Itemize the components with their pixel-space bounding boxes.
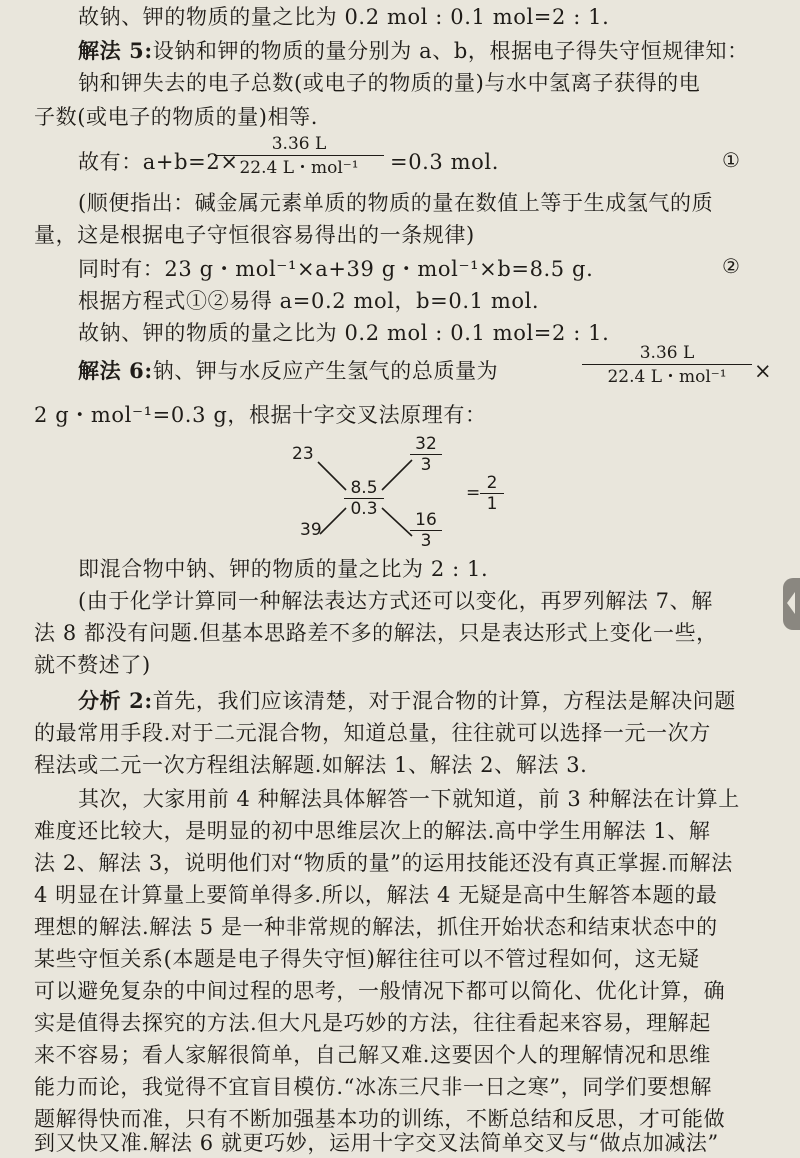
analysis-2-line xyxy=(78,686,736,716)
fraction-numerator: 16 xyxy=(415,510,437,530)
equation-tag-1: ① xyxy=(722,148,740,172)
fraction-denominator: 3 xyxy=(410,530,442,551)
text-line: 即混合物中钠、钾的物质的量之比为 2 : 1. xyxy=(78,557,489,581)
text-line: 其次，大家用前 4 种解法具体解答一下就知道，前 3 种解法在计算上 xyxy=(78,787,740,811)
text-line: 故钠、钾的物质的量之比为 0.2 mol : 0.1 mol=2 : 1. xyxy=(78,5,610,29)
text-line: 某些守恒关系(本题是电子得失守恒)解往往可以不管过程如何，这无疑 xyxy=(34,947,700,971)
text-line: (顺便指出：碱金属元素单质的物质的量在数值上等于生成氢气的质 xyxy=(78,191,714,215)
page-edge-tab-icon xyxy=(783,578,800,630)
cross-bottom-left-value: 39 xyxy=(300,520,322,540)
fraction-numerator: 3.36 L xyxy=(639,343,695,363)
text-line: 难度还比较大，是明显的初中思维层次上的解法.高中学生用解法 1、解 xyxy=(34,819,711,843)
text-line: 到又快又准.解法 6 就更巧妙，运用十字交叉法简单交叉与“做点加减法” xyxy=(34,1131,719,1155)
fraction-numerator: 32 xyxy=(415,434,437,454)
times-sign: × xyxy=(754,359,773,383)
cross-line-lower-right xyxy=(382,508,412,536)
text-line: 钠和钾失去的电子总数(或电子的物质的量)与水中氢离子获得的电 xyxy=(78,71,701,95)
cross-top-left-value: 23 xyxy=(292,444,314,464)
solution-5-heading: 解法 5: xyxy=(78,38,153,63)
text-span: 钠、钾与水反应产生氢气的总质量为 xyxy=(152,359,499,383)
text-line: 程法或二元一次方程组法解题.如解法 1、解法 2、解法 3. xyxy=(34,753,588,777)
fraction-denominator: 3 xyxy=(410,454,442,475)
equation-1-prefix: 故有：a+b=2× xyxy=(78,150,239,174)
cross-line-upper-right xyxy=(382,460,412,490)
text-line: 量，这是根据电子守恒很容易得出的一条规律) xyxy=(34,223,475,247)
text-line: 可以避免复杂的中间过程的思考，一般情况下都可以简化、优化计算，确 xyxy=(34,979,726,1003)
text-line: 的最常用手段.对于二元混合物，知道总量，往往就可以选择一元一次方 xyxy=(34,721,711,745)
text-line: 2 g・mol⁻¹=0.3 g，根据十字交叉法原理有： xyxy=(34,403,487,427)
cross-center-fraction xyxy=(344,478,384,519)
text-line: 题解得快而准，只有不断加强基本功的训练，不断总结和反思，才可能做 xyxy=(34,1107,726,1131)
analysis-2-heading: 分析 2: xyxy=(78,688,153,713)
text-line: (由于化学计算同一种解法表达方式还可以变化，再罗列解法 7、解 xyxy=(78,589,713,613)
text-span: 设钠和钾的物质的量分别为 a、b，根据电子得失守恒规律知： xyxy=(152,39,749,63)
cross-top-right-fraction xyxy=(410,434,442,475)
fraction-numerator: 3.36 L xyxy=(271,134,327,154)
cross-bottom-right-fraction xyxy=(410,510,442,551)
solution-6-heading: 解法 6: xyxy=(78,358,153,383)
fraction-numerator: 2 xyxy=(486,473,498,493)
cross-result-fraction xyxy=(480,473,504,514)
text-line: 4 明显在计算量上要简单得多.所以，解法 4 无疑是高中生解答本题的最 xyxy=(34,883,718,907)
fraction-denominator: 0.3 xyxy=(344,498,384,519)
fraction-denominator: 1 xyxy=(480,493,504,514)
text-line: 来不容易；看人家解很简单，自己解又难.这要因个人的理解情况和思维 xyxy=(34,1043,711,1067)
cross-line-upper-left xyxy=(318,462,346,490)
cross-line-lower-left xyxy=(320,508,346,534)
text-line: 实是值得去探究的方法.但大凡是巧妙的方法，往往看起来容易，理解起 xyxy=(34,1011,711,1035)
cross-equals-sign: = xyxy=(466,483,481,503)
equation-tag-2: ② xyxy=(722,254,740,278)
equation-1-suffix: =0.3 mol. xyxy=(390,150,500,174)
text-line: 理想的解法.解法 5 是一种非常规的解法，抓住开始状态和结束状态中的 xyxy=(34,915,718,939)
text-line: 能力而论，我觉得不宜盲目模仿.“冰冻三尺非一日之寒”，同学们要想解 xyxy=(34,1075,712,1099)
text-span: 首先，我们应该清楚，对于混合物的计算，方程法是解决问题 xyxy=(152,689,736,713)
text-line: 就不赘述了) xyxy=(34,653,151,677)
text-line: 根据方程式①②易得 a=0.2 mol，b=0.1 mol. xyxy=(78,289,540,313)
text-line: 故钠、钾的物质的量之比为 0.2 mol : 0.1 mol=2 : 1. xyxy=(78,321,610,345)
fraction-denominator: 22.4 L・mol⁻¹ xyxy=(214,155,384,179)
equation-2-line: 同时有：23 g・mol⁻¹×a+39 g・mol⁻¹×b=8.5 g. xyxy=(78,257,594,281)
text-line: 子数(或电子的物质的量)相等. xyxy=(34,105,319,129)
fraction-numerator: 8.5 xyxy=(350,478,378,498)
text-line: 法 2、解法 3，说明他们对“物质的量”的运用技能还没有真正掌握.而解法 xyxy=(34,851,733,875)
fraction-denominator: 22.4 L・mol⁻¹ xyxy=(582,364,752,388)
text-line: 法 8 都没有问题.但基本思路差不多的解法，只是表达形式上变化一些， xyxy=(34,621,718,645)
